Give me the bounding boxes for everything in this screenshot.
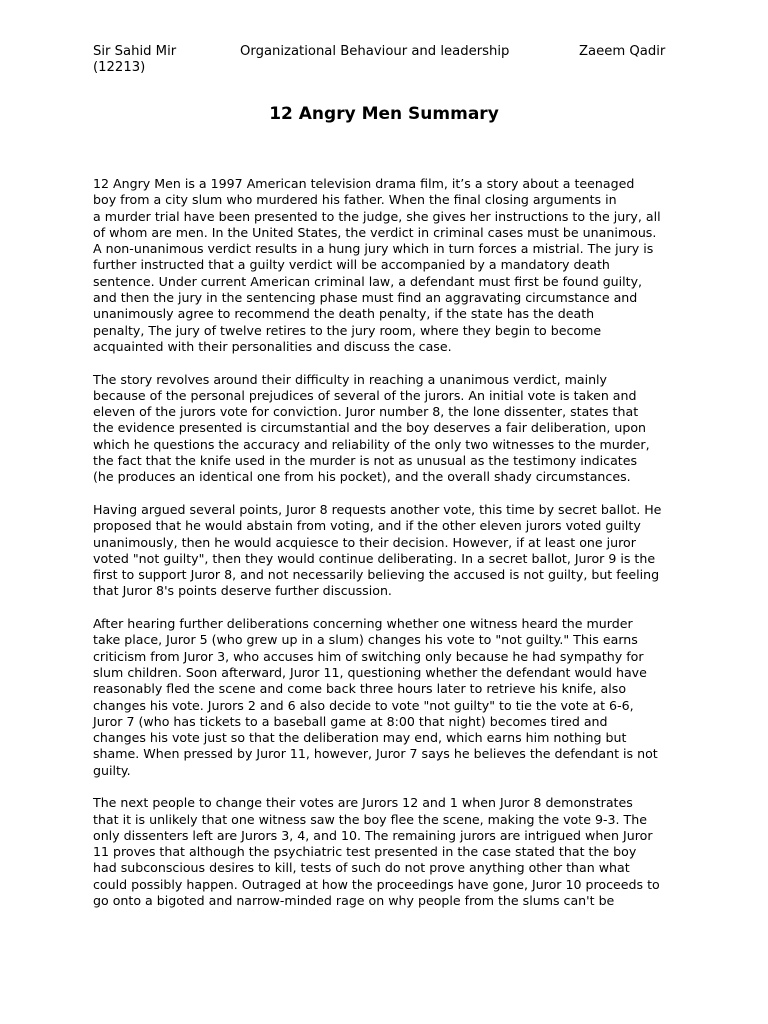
body-paragraph: The story revolves around their difficulty in reaching a unanimous verdict, mainly because of the personal prejudices of several of the jurors. An initial vote is taken and eleven of the jurors vote for conviction. Juror number 8, the lone dissenter, states that the evidence presented is circumstantial and the boy deserves a fair deliberation, upon which he questions the accuracy and reliability of the only two witnesses to the murder, the fact that the knife used in the murder is not as unusual as the testimony indicates (he produces an identical one from his pocket), and the overall shady circumstances. — [93, 371, 650, 485]
header-instructor: Zaeem Qadir — [579, 44, 666, 59]
header-author-name: Sir Sahid Mir — [93, 44, 177, 59]
document-title: 12 Angry Men Summary — [269, 104, 499, 124]
body-paragraph: 12 Angry Men is a 1997 American television drama film, it’s a story about a teenaged boy from a city slum who murdered his father. When the final closing arguments in a murder trial have been presented to the judge, she gives her instructions to the jury, all of whom are men. In the United States, the verdict in criminal cases must be unanimous. A non-unanimous verdict results in a hung jury which in turn forces a mistrial. The jury is further instructed that a guilty verdict will be accompanied by a mandatory death sentence. Under current American criminal law, a defendant must first be found guilty, and then the jury in the sentencing phase must find an aggravating circumstance and unanimously agree to recommend the death penalty, if the state has the death penalty, The jury of twelve retires to the jury room, where they begin to become acquainted with their personalities and discuss the case. — [93, 176, 661, 354]
header-course: Organizational Behaviour and leadership — [240, 44, 510, 59]
body-paragraph: After hearing further deliberations concerning whether one witness heard the murder take place, Juror 5 (who grew up in a slum) changes his vote to "not guilty." This earns criticism from Juror 3, who accuses him of switching only because he had sympathy for slum children. Soon afterward, Juror 11, questioning whether the defendant would have reasonably fled the scene and come back three hours later to retrieve his knife, also changes his vote. Jurors 2 and 6 also decide to vote "not guilty" to tie the vote at 6-6, Juror 7 (who has tickets to a baseball game at 8:00 that night) becomes tired and changes his vote just so that the deliberation may end, which earns him nothing but shame. When pressed by Juror 11, however, Juror 7 says he believes the defendant is not guilty. — [93, 616, 658, 778]
body-paragraph: Having argued several points, Juror 8 requests another vote, this time by secret ballot. He proposed that he would abstain from voting, and if the other eleven jurors voted guilty unanimously, then he would acquiesce to their decision. However, if at least one juror voted "not guilty", then they would continue deliberating. In a secret ballot, Juror 9 is the first to support Juror 8, and not necessarily believing the accused is not guilty, but feeling that Juror 8's points deserve further discussion. — [93, 501, 662, 599]
body-paragraph: The next people to change their votes are Jurors 12 and 1 when Juror 8 demonstrates that it is unlikely that one witness saw the boy flee the scene, making the vote 9-3. The only dissenters left are Jurors 3, 4, and 10. The remaining jurors are intrigued when Juror 11 proves that although the psychiatric test presented in the case stated that the boy had subconscious desires to kill, tests of such do not prove anything other than what could possibly happen. Outraged at how the proceedings have gone, Juror 10 proceeds to go onto a bigoted and narrow-minded rage on why people from the slums can't be — [93, 795, 660, 909]
header-author-id: (12213) — [93, 59, 146, 75]
header-author — [93, 44, 213, 75]
document-body — [93, 176, 683, 926]
page-header — [93, 44, 683, 76]
